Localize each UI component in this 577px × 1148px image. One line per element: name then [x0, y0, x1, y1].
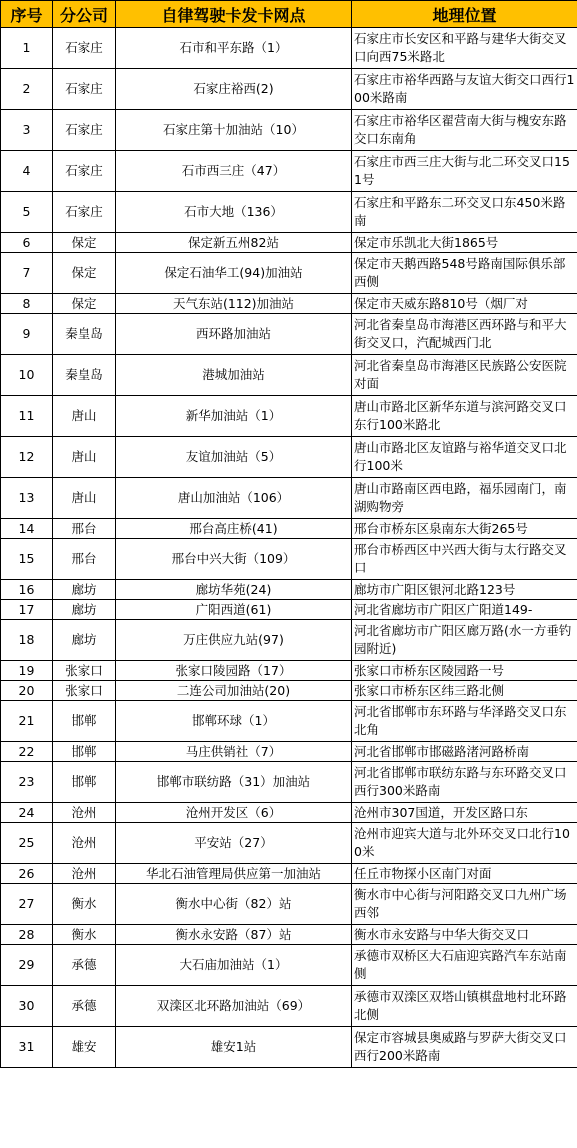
location-cell: 唐山市路北区新华东道与滨河路交叉口东行100米路北 — [352, 396, 577, 437]
station-cell: 石市和平东路（1） — [116, 28, 352, 69]
station-cell: 保定新五州82站 — [116, 233, 352, 253]
location-cell: 石家庄和平路东二环交叉口东450米路南 — [352, 192, 577, 233]
table-row — [1, 945, 577, 986]
location-cell: 邢台市桥东区泉南东大街265号 — [352, 519, 577, 539]
branch-cell: 唐山 — [53, 437, 116, 478]
table-row — [1, 925, 577, 945]
station-cell: 邢台高庄桥(41) — [116, 519, 352, 539]
branch-cell: 衡水 — [53, 925, 116, 945]
branch-cell: 廊坊 — [53, 620, 116, 661]
row-number: 30 — [1, 986, 53, 1027]
table-row — [1, 762, 577, 803]
station-cell: 廊坊华苑(24) — [116, 580, 352, 600]
location-cell: 河北省秦皇岛市海港区民族路公安医院对面 — [352, 355, 577, 396]
station-cell: 双滦区北环路加油站（69） — [116, 986, 352, 1027]
row-number: 9 — [1, 314, 53, 355]
header-branch: 分公司 — [53, 1, 116, 28]
table-row — [1, 294, 577, 314]
branch-cell: 张家口 — [53, 661, 116, 681]
branch-cell: 邯郸 — [53, 701, 116, 742]
station-cell: 马庄供销社（7） — [116, 742, 352, 762]
table-row — [1, 519, 577, 539]
station-cell: 西环路加油站 — [116, 314, 352, 355]
station-cell: 大石庙加油站（1） — [116, 945, 352, 986]
location-cell: 石家庄市裕华区翟营南大街与槐安东路交口东南角 — [352, 110, 577, 151]
row-number: 25 — [1, 823, 53, 864]
row-number: 28 — [1, 925, 53, 945]
header-station: 自律驾驶卡发卡网点 — [116, 1, 352, 28]
table-row — [1, 661, 577, 681]
branch-cell: 保定 — [53, 233, 116, 253]
table-row — [1, 28, 577, 69]
branch-cell: 唐山 — [53, 478, 116, 519]
table-row — [1, 437, 577, 478]
row-number: 10 — [1, 355, 53, 396]
row-number: 19 — [1, 661, 53, 681]
branch-cell: 沧州 — [53, 823, 116, 864]
table-row — [1, 192, 577, 233]
row-number: 12 — [1, 437, 53, 478]
station-cell: 保定石油华工(94)加油站 — [116, 253, 352, 294]
location-cell: 承德市双滦区双塔山镇棋盘地村北环路北侧 — [352, 986, 577, 1027]
table-row — [1, 253, 577, 294]
table-row — [1, 355, 577, 396]
station-cell: 沧州开发区（6） — [116, 803, 352, 823]
location-cell: 保定市天鹅西路548号路南国际俱乐部西侧 — [352, 253, 577, 294]
row-number: 15 — [1, 539, 53, 580]
row-number: 3 — [1, 110, 53, 151]
row-number: 23 — [1, 762, 53, 803]
table-row — [1, 69, 577, 110]
table-row — [1, 580, 577, 600]
branch-cell: 保定 — [53, 253, 116, 294]
station-cell: 雄安1站 — [116, 1027, 352, 1068]
station-cell: 邯郸市联纺路（31）加油站 — [116, 762, 352, 803]
location-cell: 唐山市路南区西电路，福乐园南门，南湖购物旁 — [352, 478, 577, 519]
station-cell: 石市西三庄（47） — [116, 151, 352, 192]
row-number: 27 — [1, 884, 53, 925]
branch-cell: 沧州 — [53, 864, 116, 884]
location-cell: 河北省秦皇岛市海港区西环路与和平大街交叉口，汽配城西门北 — [352, 314, 577, 355]
station-cell: 邯郸环球（1） — [116, 701, 352, 742]
station-cell: 友谊加油站（5） — [116, 437, 352, 478]
table-row — [1, 233, 577, 253]
row-number: 7 — [1, 253, 53, 294]
branch-cell: 张家口 — [53, 681, 116, 701]
station-cell: 张家口陵园路（17） — [116, 661, 352, 681]
table-row — [1, 681, 577, 701]
station-cell: 衡水中心街（82）站 — [116, 884, 352, 925]
branch-cell: 秦皇岛 — [53, 355, 116, 396]
branch-cell: 沧州 — [53, 803, 116, 823]
row-number: 20 — [1, 681, 53, 701]
station-cell: 平安站（27） — [116, 823, 352, 864]
branch-cell: 石家庄 — [53, 110, 116, 151]
row-number: 1 — [1, 28, 53, 69]
location-cell: 河北省廊坊市广阳区廊万路(水一方垂钓园附近) — [352, 620, 577, 661]
branch-cell: 廊坊 — [53, 580, 116, 600]
location-cell: 河北省邯郸市东环路与华泽路交叉口东北角 — [352, 701, 577, 742]
station-cell: 二连公司加油站(20) — [116, 681, 352, 701]
station-cell: 石家庄第十加油站（10） — [116, 110, 352, 151]
row-number: 31 — [1, 1027, 53, 1068]
location-cell: 石家庄市裕华西路与友谊大街交口西行100米路南 — [352, 69, 577, 110]
table-row — [1, 110, 577, 151]
station-cell: 天气东站(112)加油站 — [116, 294, 352, 314]
station-cell: 新华加油站（1） — [116, 396, 352, 437]
location-cell: 保定市天威东路810号（烟厂对 — [352, 294, 577, 314]
location-cell: 河北省廊坊市广阳区广阳道149- — [352, 600, 577, 620]
row-number: 29 — [1, 945, 53, 986]
station-cell: 广阳西道(61) — [116, 600, 352, 620]
table-row — [1, 396, 577, 437]
header-location: 地理位置 — [352, 1, 577, 28]
station-cell: 石市大地（136） — [116, 192, 352, 233]
station-cell: 华北石油管理局供应第一加油站 — [116, 864, 352, 884]
location-cell: 唐山市路北区友谊路与裕华道交叉口北行100米 — [352, 437, 577, 478]
table-row — [1, 478, 577, 519]
location-cell: 张家口市桥东区陵园路一号 — [352, 661, 577, 681]
branch-cell: 承德 — [53, 945, 116, 986]
branch-cell: 石家庄 — [53, 28, 116, 69]
table-body — [1, 28, 577, 1068]
branch-cell: 保定 — [53, 294, 116, 314]
table-row — [1, 314, 577, 355]
station-cell: 衡水永安路（87）站 — [116, 925, 352, 945]
table-row — [1, 701, 577, 742]
location-cell: 承德市双桥区大石庙迎宾路汽车东站南侧 — [352, 945, 577, 986]
row-number: 6 — [1, 233, 53, 253]
branch-cell: 衡水 — [53, 884, 116, 925]
branch-cell: 石家庄 — [53, 69, 116, 110]
row-number: 26 — [1, 864, 53, 884]
branch-cell: 邢台 — [53, 519, 116, 539]
table-row — [1, 539, 577, 580]
row-number: 11 — [1, 396, 53, 437]
row-number: 2 — [1, 69, 53, 110]
row-number: 24 — [1, 803, 53, 823]
table-row — [1, 986, 577, 1027]
table-row — [1, 600, 577, 620]
branch-cell: 邢台 — [53, 539, 116, 580]
branch-cell: 石家庄 — [53, 151, 116, 192]
header-no: 序号 — [1, 1, 53, 28]
location-cell: 邢台市桥西区中兴西大街与太行路交叉口 — [352, 539, 577, 580]
location-cell: 河北省邯郸市联纺东路与东环路交叉口西行300米路南 — [352, 762, 577, 803]
station-cell: 邢台中兴大街（109） — [116, 539, 352, 580]
row-number: 5 — [1, 192, 53, 233]
row-number: 18 — [1, 620, 53, 661]
table-row — [1, 620, 577, 661]
table-row — [1, 884, 577, 925]
location-cell: 衡水市永安路与中华大街交叉口 — [352, 925, 577, 945]
table-row — [1, 803, 577, 823]
row-number: 17 — [1, 600, 53, 620]
table-header-row — [1, 1, 577, 28]
branch-cell: 唐山 — [53, 396, 116, 437]
row-number: 13 — [1, 478, 53, 519]
location-cell: 张家口市桥东区纬三路北侧 — [352, 681, 577, 701]
table-row — [1, 864, 577, 884]
branch-cell: 承德 — [53, 986, 116, 1027]
location-cell: 任丘市物探小区南门对面 — [352, 864, 577, 884]
row-number: 4 — [1, 151, 53, 192]
branch-cell: 廊坊 — [53, 600, 116, 620]
branch-cell: 邯郸 — [53, 762, 116, 803]
table-row — [1, 151, 577, 192]
table-row — [1, 742, 577, 762]
location-cell: 衡水市中心街与河阳路交叉口九州广场西邻 — [352, 884, 577, 925]
location-cell: 石家庄市西三庄大街与北二环交叉口151号 — [352, 151, 577, 192]
row-number: 14 — [1, 519, 53, 539]
row-number: 16 — [1, 580, 53, 600]
location-cell: 沧州市307国道，开发区路口东 — [352, 803, 577, 823]
table-row — [1, 1027, 577, 1068]
station-cell: 万庄供应九站(97) — [116, 620, 352, 661]
location-cell: 保定市容城县奥威路与罗萨大街交叉口西行200米路南 — [352, 1027, 577, 1068]
branch-cell: 邯郸 — [53, 742, 116, 762]
location-cell: 河北省邯郸市邯磁路渚河路桥南 — [352, 742, 577, 762]
station-cell: 港城加油站 — [116, 355, 352, 396]
branch-cell: 雄安 — [53, 1027, 116, 1068]
location-cell: 石家庄市长安区和平路与建华大街交叉口向西75米路北 — [352, 28, 577, 69]
row-number: 8 — [1, 294, 53, 314]
table-row — [1, 823, 577, 864]
location-cell: 保定市乐凯北大街1865号 — [352, 233, 577, 253]
row-number: 21 — [1, 701, 53, 742]
branch-cell: 石家庄 — [53, 192, 116, 233]
station-cell: 唐山加油站（106） — [116, 478, 352, 519]
row-number: 22 — [1, 742, 53, 762]
location-cell: 廊坊市广阳区银河北路123号 — [352, 580, 577, 600]
location-cell: 沧州市迎宾大道与北外环交叉口北行100米 — [352, 823, 577, 864]
branch-cell: 秦皇岛 — [53, 314, 116, 355]
station-cell: 石家庄裕西(2) — [116, 69, 352, 110]
